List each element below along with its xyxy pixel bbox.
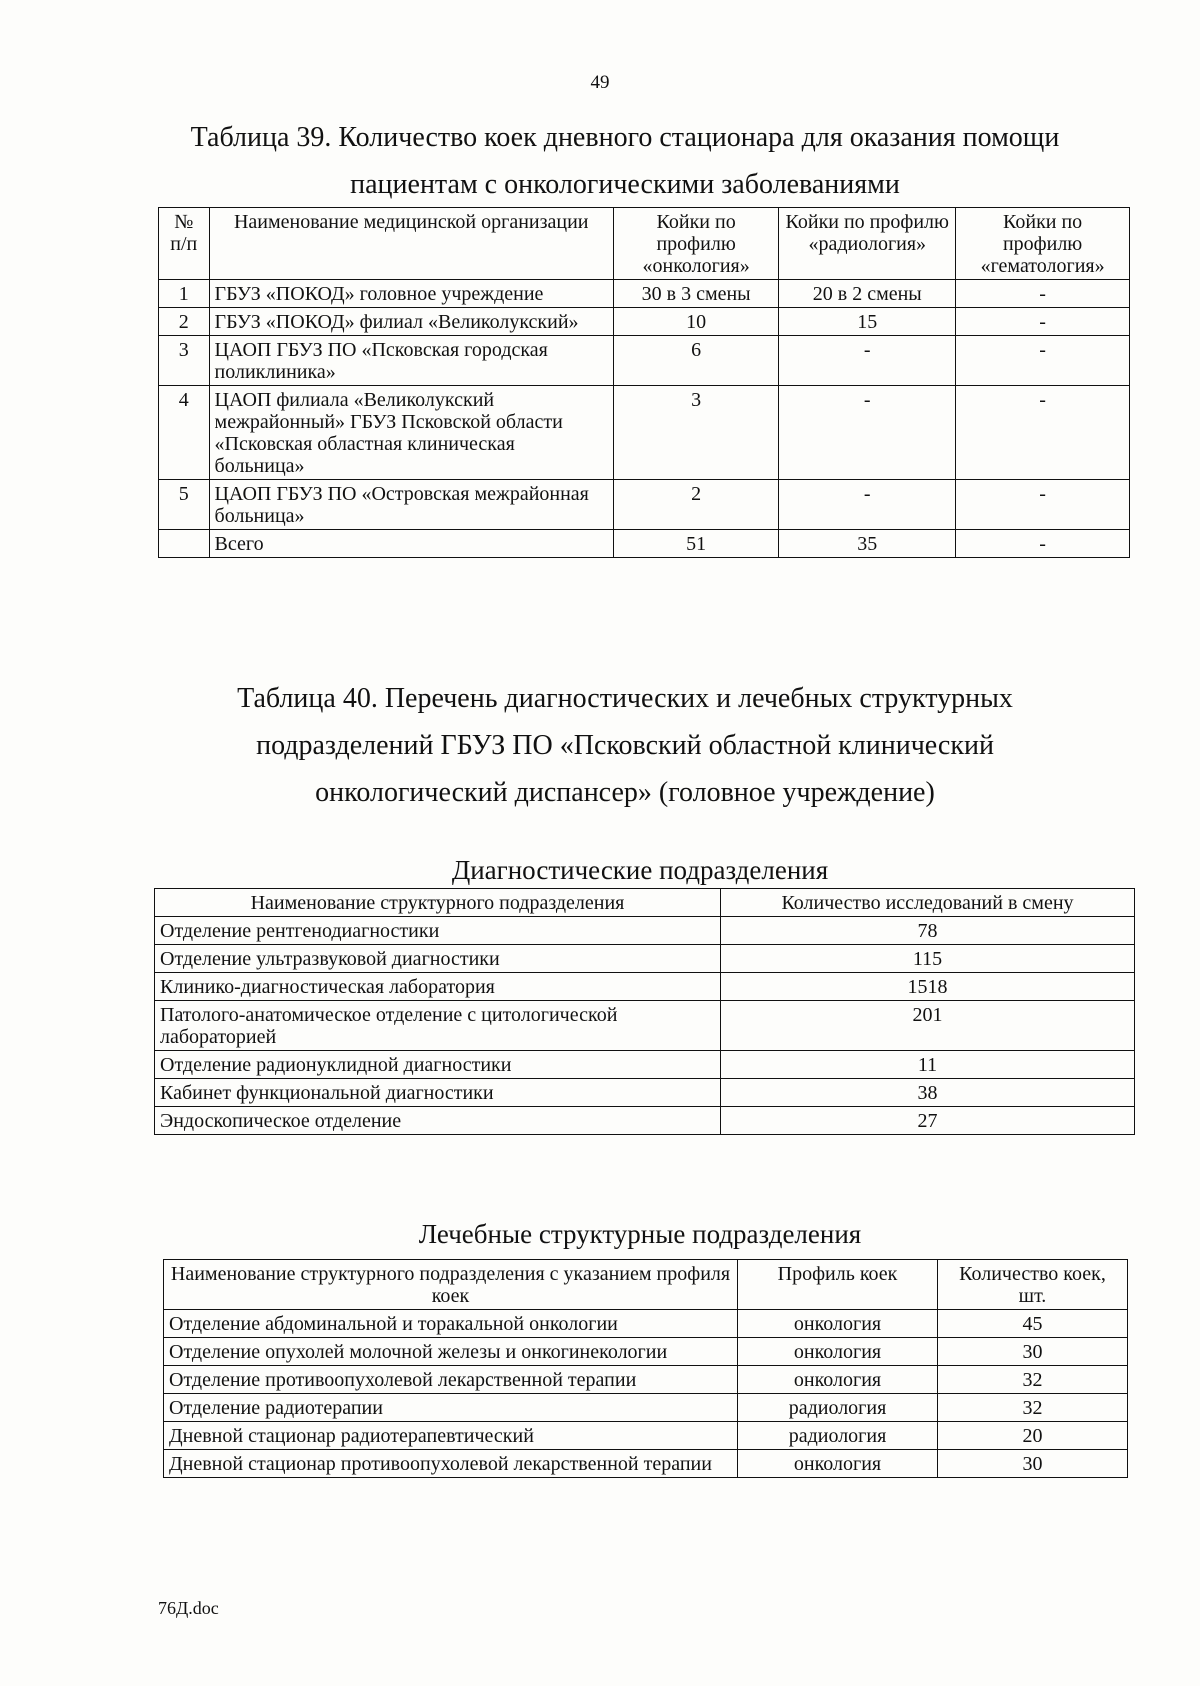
table-row <box>155 1051 1135 1079</box>
table-cell: Отделение радионуклидной диагностики <box>155 1051 721 1079</box>
table-row <box>155 1001 1135 1051</box>
table-row <box>159 480 1130 530</box>
table-cell: Дневной стационар противоопухолевой лекарственной терапии <box>164 1450 738 1478</box>
table-cell: 6 <box>613 336 778 386</box>
table-cell: 3 <box>613 386 778 480</box>
table-cell: Клинико-диагностическая лаборатория <box>155 973 721 1001</box>
table-cell: ЦАОП ГБУЗ ПО «Островская межрайонная больница» <box>209 480 613 530</box>
diagnostic-units-title: Диагностические подразделения <box>451 855 829 885</box>
table-cell: Патолого-анатомическое отделение с цитологической лабораторией <box>155 1001 721 1051</box>
table-cell: - <box>779 386 956 480</box>
table-cell: 20 <box>938 1422 1128 1450</box>
table-cell: 1518 <box>721 973 1135 1001</box>
table-cell: 201 <box>721 1001 1135 1051</box>
table-cell: Отделение ультразвуковой диагностики <box>155 945 721 973</box>
table-39-title-line-2: пациентам с онкологическими заболеваниями <box>350 169 900 200</box>
table-cell: 45 <box>938 1310 1128 1338</box>
document-filename: 76Д.doc <box>158 1598 219 1618</box>
treatment-units-title: Лечебные структурные подразделения <box>418 1219 862 1249</box>
table-cell: - <box>956 530 1130 558</box>
table-cell: 5 <box>159 480 210 530</box>
table-39 <box>158 207 1130 558</box>
table-cell: 20 в 2 смены <box>779 280 956 308</box>
table-39-title-line-1: Таблица 39. Количество коек дневного стационара для оказания помощи <box>190 122 1060 153</box>
table-cell: 30 <box>938 1338 1128 1366</box>
header-cell-unit-name: Наименование структурного подразделения с указанием профиля коек <box>164 1260 738 1310</box>
page-number: 49 <box>590 72 610 93</box>
table-cell: 2 <box>613 480 778 530</box>
table-cell: 10 <box>613 308 778 336</box>
table-cell: Отделение абдоминальной и торакальной онкологии <box>164 1310 738 1338</box>
table-row <box>164 1422 1128 1450</box>
header-cell-hematology: Койки по профилю «гематология» <box>956 208 1130 280</box>
table-cell: 2 <box>159 308 210 336</box>
table-cell: 11 <box>721 1051 1135 1079</box>
table-cell: Эндоскопическое отделение <box>155 1107 721 1135</box>
table-row <box>159 280 1130 308</box>
table-row <box>164 1450 1128 1478</box>
table-cell: Отделение противоопухолевой лекарственной терапии <box>164 1366 738 1394</box>
table-header-row <box>155 889 1135 917</box>
table-cell: 3 <box>159 336 210 386</box>
table-cell: - <box>956 280 1130 308</box>
table-row <box>155 1079 1135 1107</box>
header-cell-oncology: Койки по профилю «онкология» <box>613 208 778 280</box>
table-cell: 27 <box>721 1107 1135 1135</box>
table-cell: 35 <box>779 530 956 558</box>
table-cell: 78 <box>721 917 1135 945</box>
table-row <box>159 336 1130 386</box>
table-cell: ГБУЗ «ПОКОД» филиал «Великолукский» <box>209 308 613 336</box>
table-row <box>159 308 1130 336</box>
diagnostic-units-table <box>154 888 1135 1135</box>
header-cell-bed-count: Количество коек, шт. <box>938 1260 1128 1310</box>
table-row <box>155 973 1135 1001</box>
header-cell-number: № п/п <box>159 208 210 280</box>
table-cell: - <box>956 480 1130 530</box>
table-cell: - <box>956 308 1130 336</box>
table-cell: онкология <box>738 1310 938 1338</box>
table-cell: Кабинет функциональной диагностики <box>155 1079 721 1107</box>
table-40-title-line-1: Таблица 40. Перечень диагностических и лечебных структурных <box>237 683 1013 714</box>
table-cell: ЦАОП филиала «Великолукский межрайонный» ГБУЗ Псковской области «Псковская областная клиническая больница» <box>209 386 613 480</box>
treatment-units-table <box>163 1259 1128 1478</box>
table-40-title-line-3: онкологический диспансер» (головное учреждение) <box>315 777 935 808</box>
table-cell: 30 в 3 смены <box>613 280 778 308</box>
table-row <box>159 386 1130 480</box>
table-40-title-line-2: подразделений ГБУЗ ПО «Псковский областной клинический <box>256 730 994 761</box>
table-cell: радиология <box>738 1394 938 1422</box>
table-cell: ГБУЗ «ПОКОД» головное учреждение <box>209 280 613 308</box>
header-cell-studies-per-shift: Количество исследований в смену <box>721 889 1135 917</box>
table-cell: - <box>779 480 956 530</box>
table-cell: 4 <box>159 386 210 480</box>
table-header-row <box>159 208 1130 280</box>
table-cell: онкология <box>738 1338 938 1366</box>
table-cell: 32 <box>938 1366 1128 1394</box>
header-cell-radiology: Койки по профилю «радиология» <box>779 208 956 280</box>
table-cell: онкология <box>738 1450 938 1478</box>
table-cell: Всего <box>209 530 613 558</box>
table-cell: ЦАОП ГБУЗ ПО «Псковская городская поликлиника» <box>209 336 613 386</box>
table-row <box>164 1394 1128 1422</box>
table-cell: 30 <box>938 1450 1128 1478</box>
table-cell: Дневной стационар радиотерапевтический <box>164 1422 738 1450</box>
header-cell-unit-name: Наименование структурного подразделения <box>155 889 721 917</box>
header-cell-organization: Наименование медицинской организации <box>209 208 613 280</box>
table-cell: 38 <box>721 1079 1135 1107</box>
table-cell: радиология <box>738 1422 938 1450</box>
table-cell: Отделение радиотерапии <box>164 1394 738 1422</box>
table-cell: - <box>956 336 1130 386</box>
table-row <box>164 1310 1128 1338</box>
table-cell: онкология <box>738 1366 938 1394</box>
header-cell-bed-profile: Профиль коек <box>738 1260 938 1310</box>
table-cell: - <box>779 336 956 386</box>
table-row <box>155 1107 1135 1135</box>
table-row <box>164 1366 1128 1394</box>
table-cell: 51 <box>613 530 778 558</box>
table-cell: 32 <box>938 1394 1128 1422</box>
table-row <box>155 917 1135 945</box>
table-header-row <box>164 1260 1128 1310</box>
table-cell: - <box>956 386 1130 480</box>
table-total-row <box>159 530 1130 558</box>
table-39-title <box>100 114 1150 208</box>
table-cell: Отделение рентгенодиагностики <box>155 917 721 945</box>
table-cell <box>159 530 210 558</box>
table-cell: 115 <box>721 945 1135 973</box>
table-cell: 15 <box>779 308 956 336</box>
table-40-title <box>100 675 1150 816</box>
table-row <box>164 1338 1128 1366</box>
table-row <box>155 945 1135 973</box>
table-cell: 1 <box>159 280 210 308</box>
table-cell: Отделение опухолей молочной железы и онкогинекологии <box>164 1338 738 1366</box>
